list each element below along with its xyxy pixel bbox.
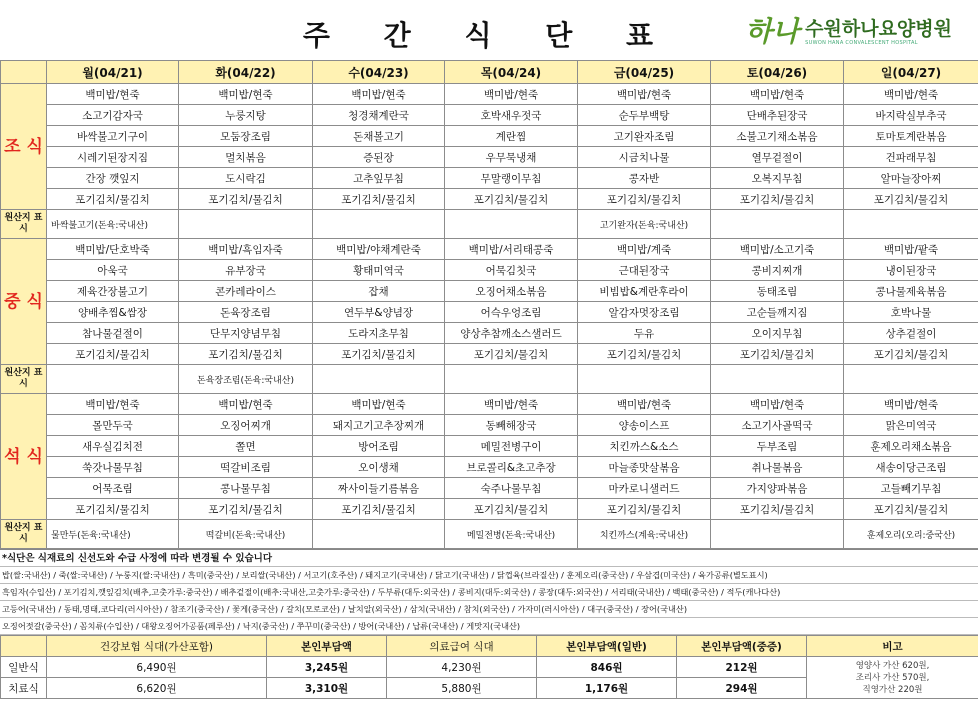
- origin-item: [445, 365, 578, 394]
- menu-item: 포기김치/물김치: [578, 189, 711, 210]
- day-header: 월(04/21): [47, 61, 179, 84]
- menu-item: 고추잎무침: [313, 168, 445, 189]
- page-title: 주 간 식 단 표: [302, 19, 676, 52]
- origin-item: [711, 520, 844, 549]
- origin-item: [179, 210, 313, 239]
- menu-row: [1, 239, 978, 260]
- menu-item: 포기김치/물김치: [578, 499, 711, 520]
- menu-item: 포기김치/물김치: [445, 344, 578, 365]
- price-header: 본인부담액(중증): [677, 636, 807, 657]
- logo-name: 수원하나요양병원: [805, 18, 952, 40]
- menu-item: 도라지초무침: [313, 323, 445, 344]
- menu-item: 브로콜리&초고추장: [445, 457, 578, 478]
- menu-item: 포기김치/물김치: [313, 499, 445, 520]
- menu-item: 포기김치/물김치: [445, 189, 578, 210]
- menu-item: 백미밥/현죽: [844, 84, 978, 105]
- menu-item: 돈채볼고기: [313, 126, 445, 147]
- menu-item: 몰만두국: [47, 415, 179, 436]
- day-header: 화(04/22): [179, 61, 313, 84]
- menu-item: 백미밥/야채계란죽: [313, 239, 445, 260]
- meal-label-dinner: 석 식: [1, 394, 47, 520]
- menu-item: 백미밥/현죽: [313, 394, 445, 415]
- menu-item: 쫄면: [179, 436, 313, 457]
- menu-item: 연두부&양념장: [313, 302, 445, 323]
- logo-subtitle: SUWON HANA CONVALESCENT HOSPITAL: [805, 40, 918, 46]
- menu-item: 포기김치/물김치: [179, 189, 313, 210]
- origin-row: [1, 210, 978, 239]
- price-header: 본인부담액(일반): [537, 636, 677, 657]
- price-cell: 846원: [537, 657, 677, 678]
- menu-row: [1, 84, 978, 105]
- origin-label: 원산지 표시: [1, 365, 47, 394]
- price-row-label: 치료식: [1, 678, 47, 699]
- menu-item: 포기김치/물김치: [711, 189, 844, 210]
- origin-item: 물만두(돈육:국내산): [47, 520, 179, 549]
- menu-item: 우무묵냉채: [445, 147, 578, 168]
- menu-item: 무말랭이무침: [445, 168, 578, 189]
- meal-label-lunch: 중 식: [1, 239, 47, 365]
- menu-item: 유부장국: [179, 260, 313, 281]
- menu-item: 토마토계란볶음: [844, 126, 978, 147]
- menu-item: 양송이스프: [578, 415, 711, 436]
- menu-item: 포기김치/물김치: [47, 344, 179, 365]
- menu-row: [1, 168, 978, 189]
- menu-item: 호박나물: [844, 302, 978, 323]
- menu-item: 백미밥/현죽: [711, 84, 844, 105]
- menu-item: 열무겉절이: [711, 147, 844, 168]
- origin-label: 원산지 표시: [1, 210, 47, 239]
- menu-item: 알마늘장아찌: [844, 168, 978, 189]
- corner-cell: [1, 61, 47, 84]
- menu-item: 백미밥/소고기죽: [711, 239, 844, 260]
- menu-item: 어묵김칫국: [445, 260, 578, 281]
- origin-item: [445, 210, 578, 239]
- menu-item: 떡갈비조림: [179, 457, 313, 478]
- menu-item: 훈제오리채소볶음: [844, 436, 978, 457]
- menu-item: 모둠장조림: [179, 126, 313, 147]
- menu-item: 콩나물무침: [179, 478, 313, 499]
- menu-item: 포기김치/물김치: [578, 344, 711, 365]
- menu-item: 포기김치/물김치: [711, 344, 844, 365]
- price-cell: 3,245원: [267, 657, 387, 678]
- menu-item: 포기김치/물김치: [47, 189, 179, 210]
- origin-item: [313, 520, 445, 549]
- menu-item: 포기김치/물김치: [445, 499, 578, 520]
- menu-item: 포기김치/물김치: [844, 344, 978, 365]
- origin-note: 고등어(국내산) / 동태,명태,코다리(러시아산) / 참조기(중국산) / 꽃게(중국산) / 갈치(모로코산) / 날치알(외국산) / 삼치(국내산) / 참치(외국산) / 가자미(러시아산) / 대구(중국산) / 장어(국내산): [0, 601, 978, 618]
- menu-item: 쑥갓나물무침: [47, 457, 179, 478]
- menu-item: 백미밥/현죽: [313, 84, 445, 105]
- price-row: [1, 657, 978, 678]
- notice-text: *식단은 식재료의 신선도와 수급 사정에 따라 변경될 수 있습니다: [0, 550, 978, 567]
- price-cell: 5,880원: [387, 678, 537, 699]
- menu-item: 두유: [578, 323, 711, 344]
- price-cell: 1,176원: [537, 678, 677, 699]
- notes-section: [0, 549, 978, 635]
- menu-item: 포기김치/물김치: [844, 499, 978, 520]
- menu-item: 마늘종맛살볶음: [578, 457, 711, 478]
- menu-item: 고들빼기무침: [844, 478, 978, 499]
- menu-item: 건파래무침: [844, 147, 978, 168]
- origin-item: 훈제오리(오리:중국산): [844, 520, 978, 549]
- menu-item: 마카로니샐러드: [578, 478, 711, 499]
- price-cell: 212원: [677, 657, 807, 678]
- menu-item: 콩자반: [578, 168, 711, 189]
- origin-item: [47, 365, 179, 394]
- menu-item: 포기김치/물김치: [179, 344, 313, 365]
- menu-item: 가지양파볶음: [711, 478, 844, 499]
- price-cell: 3,310원: [267, 678, 387, 699]
- menu-item: 잡채: [313, 281, 445, 302]
- menu-item: 치킨까스&소스: [578, 436, 711, 457]
- menu-item: 백미밥/계죽: [578, 239, 711, 260]
- menu-item: 취나물볶음: [711, 457, 844, 478]
- menu-item: 소불고기채소볶음: [711, 126, 844, 147]
- menu-item: 오징어찌개: [179, 415, 313, 436]
- menu-item: 비빔밥&계란후라이: [578, 281, 711, 302]
- menu-item: 두부조림: [711, 436, 844, 457]
- menu-item: 황태미역국: [313, 260, 445, 281]
- day-header: 수(04/23): [313, 61, 445, 84]
- day-header: 토(04/26): [711, 61, 844, 84]
- menu-item: 참나물겉절이: [47, 323, 179, 344]
- origin-note: 오징어젓갈(중국산) / 꼼치류(수입산) / 대왕오징어가공품(페루산) / 낙지(중국산) / 쭈꾸미(중국산) / 방어(국내산) / 납류(국내산) / 게맛지(국내산): [0, 618, 978, 635]
- menu-item: 제육간장불고기: [47, 281, 179, 302]
- origin-item: [313, 210, 445, 239]
- logo-mark-icon: 하나: [745, 15, 800, 48]
- origin-item: 돈육장조림(돈육:국내산): [179, 365, 313, 394]
- menu-row: [1, 323, 978, 344]
- price-cell: 4,230원: [387, 657, 537, 678]
- menu-item: 어묵조림: [47, 478, 179, 499]
- menu-item: 포기김치/물김치: [313, 189, 445, 210]
- origin-note: 흑임자(수입산) / 포기김치,깻잎김치(배추,고춧가루:중국산) / 배추겉절이(배추:국내산,고춧가루:중국산) / 두부류(대두:외국산) / 콩비지(대두:외국산) / 콩장(대두:외국산) / 서리태(국내산) / 백태(중국산) / 적두(캐나다산): [0, 584, 978, 601]
- menu-row: [1, 457, 978, 478]
- menu-item: 맑은미역국: [844, 415, 978, 436]
- price-cell: 6,490원: [47, 657, 267, 678]
- price-cell: 294원: [677, 678, 807, 699]
- menu-item: 단배추된장국: [711, 105, 844, 126]
- menu-item: 포기김치/물김치: [313, 344, 445, 365]
- menu-item: 콘카레라이스: [179, 281, 313, 302]
- menu-row: [1, 281, 978, 302]
- origin-item: [313, 365, 445, 394]
- origin-row: [1, 520, 978, 549]
- menu-item: 계란찜: [445, 126, 578, 147]
- weekly-menu-table: [0, 60, 978, 549]
- menu-item: 동태조림: [711, 281, 844, 302]
- origin-row: [1, 365, 978, 394]
- price-row-label: 일반식: [1, 657, 47, 678]
- menu-item: 고기완자조림: [578, 126, 711, 147]
- menu-item: 알감자멋장조림: [578, 302, 711, 323]
- menu-item: 증된장: [313, 147, 445, 168]
- origin-item: 치킨까스(계육:국내산): [578, 520, 711, 549]
- menu-row: [1, 415, 978, 436]
- menu-item: 백미밥/팥죽: [844, 239, 978, 260]
- origin-label: 원산지 표시: [1, 520, 47, 549]
- price-header: 본인부담액: [267, 636, 387, 657]
- day-header: 금(04/25): [578, 61, 711, 84]
- origin-item: [844, 365, 978, 394]
- menu-item: 콩비지찌개: [711, 260, 844, 281]
- menu-row: [1, 260, 978, 281]
- menu-item: 오징어채소볶음: [445, 281, 578, 302]
- menu-item: 백미밥/서리태콩죽: [445, 239, 578, 260]
- menu-item: 고순들깨지짐: [711, 302, 844, 323]
- menu-item: 냉이된장국: [844, 260, 978, 281]
- origin-item: [578, 365, 711, 394]
- menu-item: 백미밥/현죽: [47, 394, 179, 415]
- menu-item: 포기김치/물김치: [47, 499, 179, 520]
- menu-item: 새우실김치전: [47, 436, 179, 457]
- menu-item: 아욱국: [47, 260, 179, 281]
- menu-row: [1, 189, 978, 210]
- price-header: [1, 636, 47, 657]
- origin-item: [711, 210, 844, 239]
- menu-item: 백미밥/현죽: [844, 394, 978, 415]
- origin-item: [844, 210, 978, 239]
- header: [0, 0, 978, 60]
- menu-item: 오복지무침: [711, 168, 844, 189]
- price-header-row: [1, 636, 978, 657]
- menu-item: 오이지무침: [711, 323, 844, 344]
- menu-item: 시금치나물: [578, 147, 711, 168]
- menu-row: [1, 394, 978, 415]
- hospital-logo: [745, 15, 952, 48]
- menu-item: 백미밥/현죽: [711, 394, 844, 415]
- price-header: 비고: [807, 636, 978, 657]
- menu-item: 짜사이들기름볶음: [313, 478, 445, 499]
- menu-item: 새송이당근조림: [844, 457, 978, 478]
- origin-item: [711, 365, 844, 394]
- menu-item: 포기김치/물김치: [179, 499, 313, 520]
- menu-item: 바싹불고기구이: [47, 126, 179, 147]
- menu-item: 호박새우젓국: [445, 105, 578, 126]
- price-header: 건강보험 식대(가산포함): [47, 636, 267, 657]
- menu-item: 소고기감자국: [47, 105, 179, 126]
- menu-row: [1, 105, 978, 126]
- menu-row: [1, 344, 978, 365]
- menu-item: 순두부백탕: [578, 105, 711, 126]
- price-cell: 6,620원: [47, 678, 267, 699]
- menu-item: 상추겉절이: [844, 323, 978, 344]
- menu-item: 숙주나물무침: [445, 478, 578, 499]
- meal-label-breakfast: 조 식: [1, 84, 47, 210]
- menu-item: 백미밥/현죽: [179, 84, 313, 105]
- menu-item: 동빼해장국: [445, 415, 578, 436]
- origin-item: 떡갈비(돈육:국내산): [179, 520, 313, 549]
- day-header: 일(04/27): [844, 61, 978, 84]
- menu-row: [1, 302, 978, 323]
- menu-row: [1, 126, 978, 147]
- menu-item: 간장 깻잎지: [47, 168, 179, 189]
- menu-item: 양상추참깨소스샐러드: [445, 323, 578, 344]
- menu-row: [1, 436, 978, 457]
- menu-item: 백미밥/현죽: [179, 394, 313, 415]
- menu-item: 단무지양념무침: [179, 323, 313, 344]
- menu-item: 시레기된장지짐: [47, 147, 179, 168]
- menu-row: [1, 499, 978, 520]
- menu-item: 멸치볶음: [179, 147, 313, 168]
- menu-item: 백미밥/현죽: [47, 84, 179, 105]
- menu-row: [1, 478, 978, 499]
- menu-item: 오이생채: [313, 457, 445, 478]
- menu-item: 콩나물제육볶음: [844, 281, 978, 302]
- meal-price-table: [0, 635, 978, 699]
- menu-item: 백미밥/현죽: [445, 84, 578, 105]
- menu-item: 메밀전병구이: [445, 436, 578, 457]
- menu-item: 돈육장조림: [179, 302, 313, 323]
- price-header: 의료급여 식대: [387, 636, 537, 657]
- menu-item: 누룽지탕: [179, 105, 313, 126]
- menu-item: 백미밥/현죽: [445, 394, 578, 415]
- menu-item: 소고기사골떡국: [711, 415, 844, 436]
- menu-item: 백미밥/흑임자죽: [179, 239, 313, 260]
- origin-item: 고기완자(돈육:국내산): [578, 210, 711, 239]
- price-remark: 영양사 가산 620원, 조리사 가산 570원, 직영가산 220원: [807, 657, 978, 699]
- origin-note: 밥(쌀:국내산) / 죽(쌀:국내산) / 누룽지(쌀:국내산) / 흑미(중국산) / 보리쌀(국내산) / 서고기(호주산) / 돼지고기(국내산) / 닭고기(국내산) / 닭껍육(브라질산) / 훈제오리(중국산) / 우삼겹(미국산) / 육가공류(별도표시): [0, 567, 978, 584]
- menu-item: 돼지고기고추장찌개: [313, 415, 445, 436]
- menu-item: 백미밥/현죽: [578, 84, 711, 105]
- menu-item: 근대된장국: [578, 260, 711, 281]
- menu-item: 포기김치/물김치: [844, 189, 978, 210]
- menu-item: 바지락실부추국: [844, 105, 978, 126]
- menu-item: 방어조림: [313, 436, 445, 457]
- menu-item: 백미밥/현죽: [578, 394, 711, 415]
- day-header-row: [1, 61, 978, 84]
- menu-item: 양배추찜&쌈장: [47, 302, 179, 323]
- origin-item: 바싹불고기(돈육:국내산): [47, 210, 179, 239]
- menu-item: 도시락김: [179, 168, 313, 189]
- menu-item: 백미밥/단호박죽: [47, 239, 179, 260]
- day-header: 목(04/24): [445, 61, 578, 84]
- menu-item: 포기김치/물김치: [711, 499, 844, 520]
- origin-item: 메밀전병(돈육:국내산): [445, 520, 578, 549]
- menu-item: 청경채계란국: [313, 105, 445, 126]
- menu-item: 어슥우엉조림: [445, 302, 578, 323]
- menu-row: [1, 147, 978, 168]
